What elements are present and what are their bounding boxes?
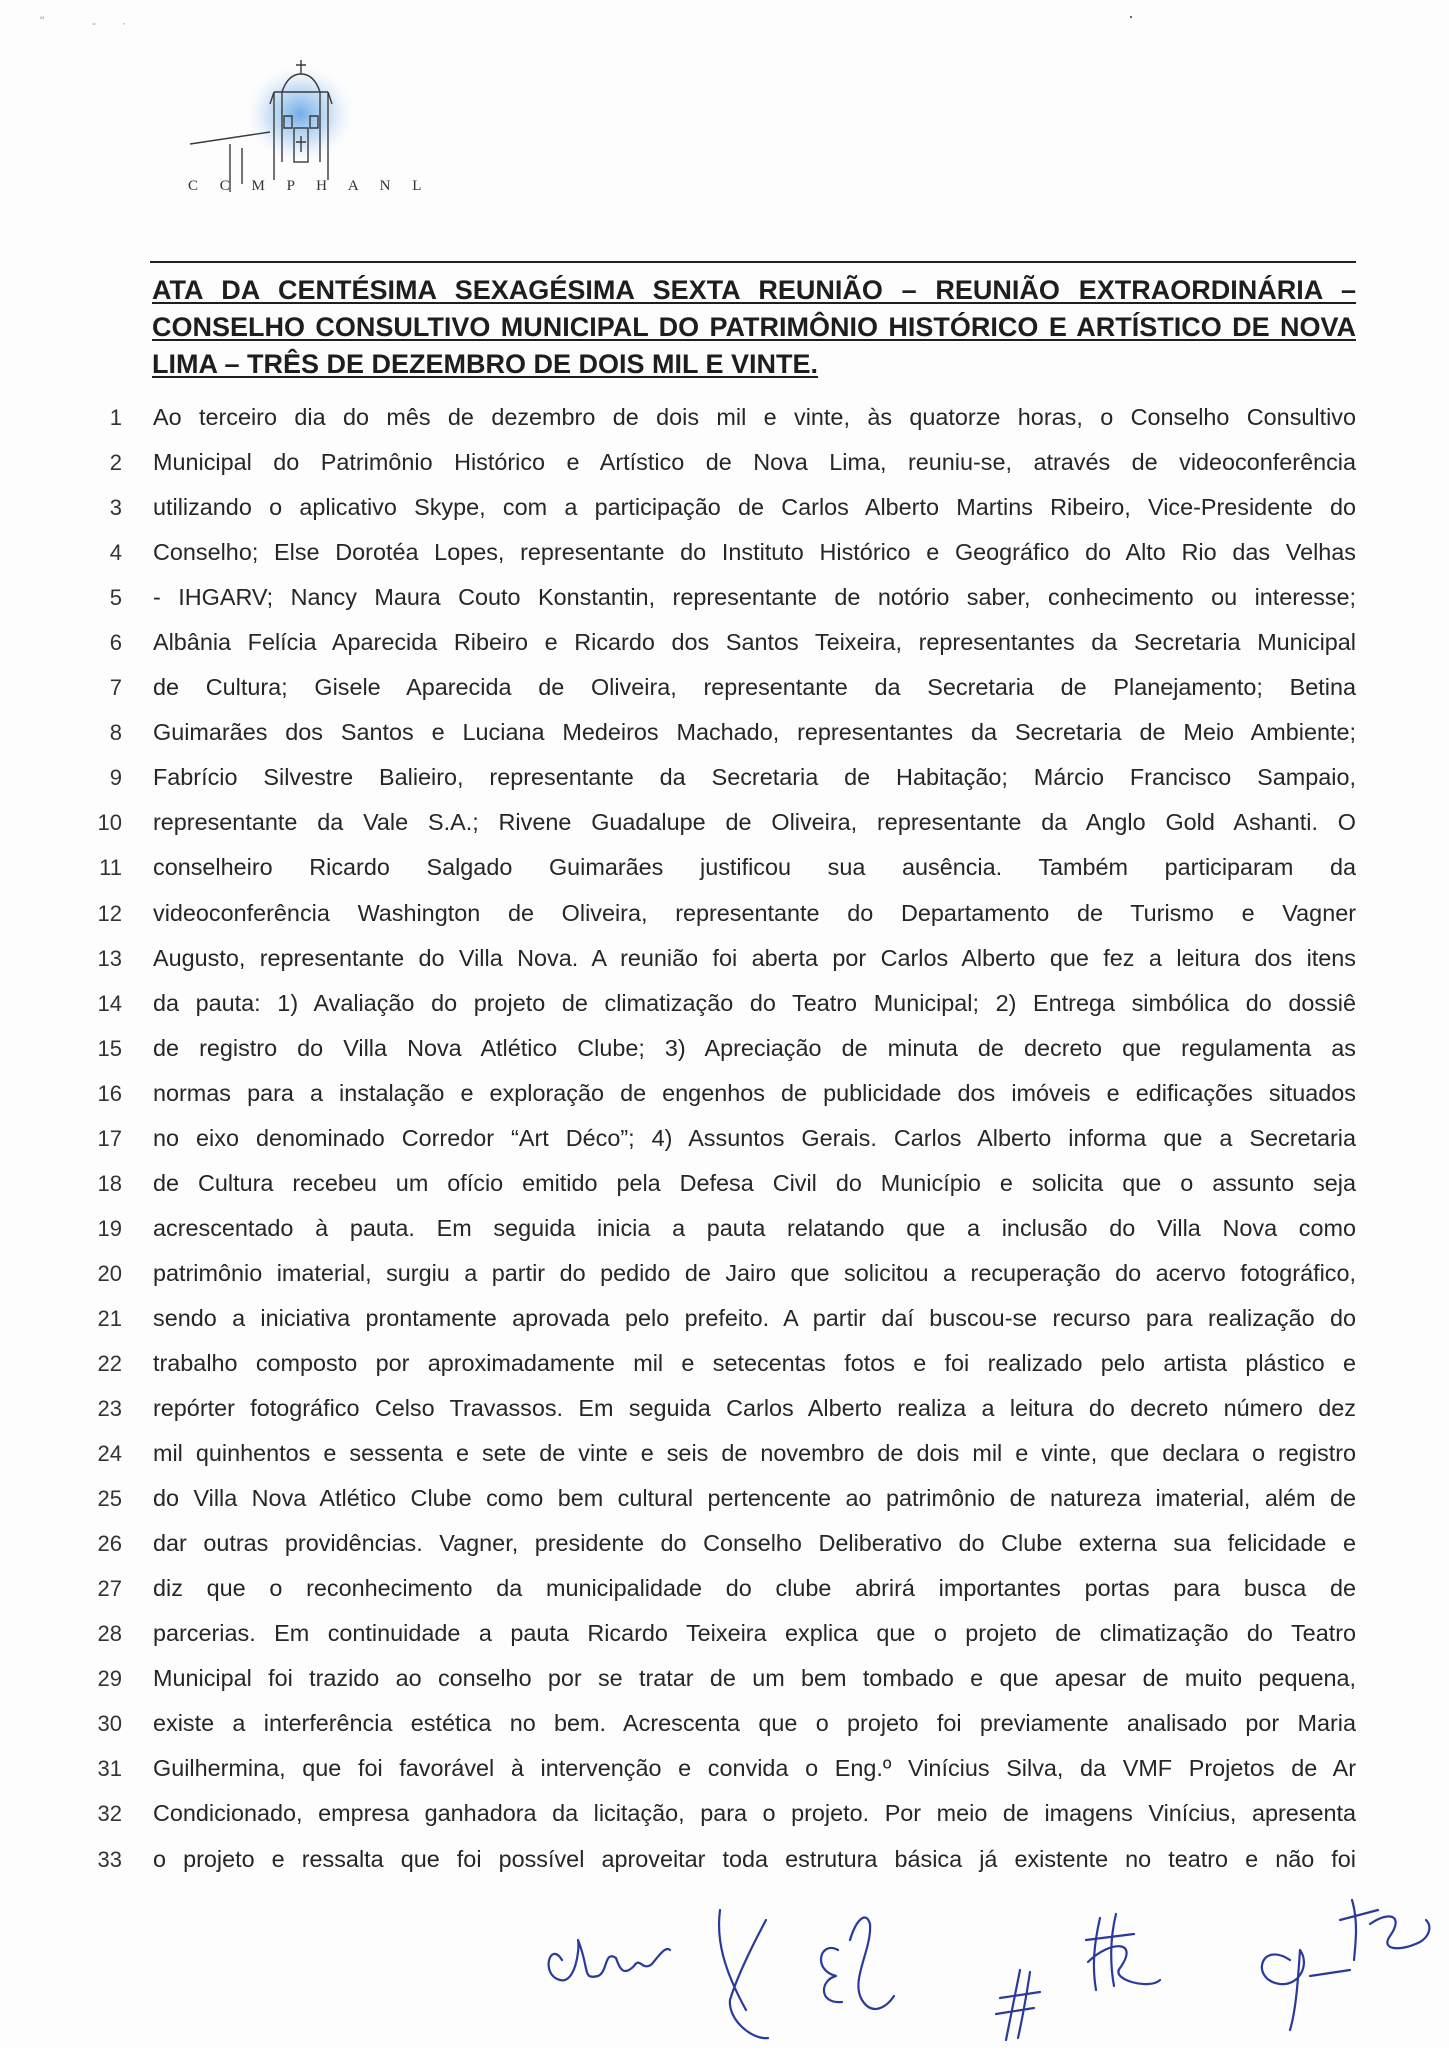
numbered-line [0, 800, 1449, 845]
line-text: de Cultura recebeu um ofício emitido pela Defesa Civil do Município e solicita que o assunto seja [153, 1169, 1356, 1196]
signature-2 [719, 1910, 768, 2038]
numbered-line [0, 891, 1449, 936]
line-number: 21 [97, 1305, 122, 1331]
line-number: 7 [109, 675, 122, 701]
line-text: Municipal foi trazido ao conselho por se tratar de um bem tombado e que apesar de muito pequena, [153, 1665, 1356, 1692]
line-text: da pauta: 1) Avaliação do projeto de climatização do Teatro Municipal; 2) Entrega simbólica do dossiê [153, 989, 1356, 1016]
line-number: 15 [97, 1035, 122, 1061]
line-text: parcerias. Em continuidade a pauta Ricardo Teixeira explica que o projeto de climatização do Teatro [153, 1620, 1356, 1647]
numbered-line [0, 1116, 1449, 1161]
line-number: 24 [97, 1441, 122, 1467]
line-text: - IHGARV; Nancy Maura Couto Konstantin, representante de notório saber, conhecimento ou interesse; [153, 584, 1356, 611]
line-number: 29 [97, 1666, 122, 1692]
numbered-line [0, 665, 1449, 710]
numbered-line [0, 1701, 1449, 1746]
signatures-area [520, 1880, 1449, 2048]
line-text: diz que o reconhecimento da municipalidade do clube abrirá importantes portas para busca de [153, 1575, 1356, 1602]
numbered-line [0, 1431, 1449, 1476]
numbered-line [0, 1341, 1449, 1386]
line-number: 31 [97, 1756, 122, 1782]
line-text: existe a interferência estética no bem. Acrescenta que o projeto foi previamente analisado por Maria [153, 1710, 1356, 1737]
line-text: repórter fotográfico Celso Travassos. Em seguida Carlos Alberto realiza a leitura do decreto número dez [153, 1395, 1356, 1422]
title-line: ATA DA CENTÉSIMA SEXAGÉSIMA SEXTA REUNIÃO – REUNIÃO EXTRAORDINÁRIA – [152, 275, 1356, 305]
line-text: dar outras providências. Vagner, presidente do Conselho Deliberativo do Clube externa sua felicidade e [153, 1530, 1356, 1557]
numbered-line [0, 1296, 1449, 1341]
title-line: CONSELHO CONSULTIVO MUNICIPAL DO PATRIMÔNIO HISTÓRICO E ARTÍSTICO DE NOVA [152, 312, 1356, 342]
numbered-line [0, 845, 1449, 890]
line-text: Ao terceiro dia do mês de dezembro de dois mil e vinte, às quatorze horas, o Conselho Consultivo [153, 404, 1356, 430]
line-text: Guimarães dos Santos e Luciana Medeiros Machado, representantes da Secretaria de Meio Ambiente; [153, 719, 1356, 746]
line-number: 19 [97, 1215, 122, 1241]
line-number: 3 [109, 495, 122, 521]
numbered-line [0, 1521, 1449, 1566]
line-number: 10 [97, 810, 122, 836]
line-number: 17 [97, 1125, 122, 1151]
numbered-line [0, 1026, 1449, 1071]
numbered-line [0, 485, 1449, 530]
numbered-line [0, 1611, 1449, 1656]
handwritten-signatures [520, 1880, 1449, 2048]
numbered-line [0, 755, 1449, 800]
line-number: 12 [97, 900, 122, 926]
line-number: 30 [97, 1711, 122, 1737]
line-text: Municipal do Patrimônio Histórico e Artístico de Nova Lima, reuniu-se, através de videoconferência [153, 449, 1356, 476]
line-text: Fabrício Silvestre Balieiro, representante da Secretaria de Habitação; Márcio Francisco Sampaio, [153, 764, 1356, 791]
line-number: 16 [97, 1080, 122, 1106]
signature-3 [821, 1917, 894, 2008]
line-number: 18 [97, 1170, 122, 1196]
numbered-line [0, 530, 1449, 575]
line-number: 23 [97, 1396, 122, 1422]
numbered-line [0, 981, 1449, 1026]
numbered-line [0, 936, 1449, 981]
signature-5 [1086, 1914, 1160, 1990]
line-number: 6 [109, 630, 122, 656]
numbered-line [0, 1566, 1449, 1611]
line-number: 14 [97, 990, 122, 1016]
line-text: Guilhermina, que foi favorável à intervenção e convida o Eng.º Vinícius Silva, da VMF Projetos de Ar [153, 1755, 1356, 1782]
corner-mark: · [1128, 6, 1134, 26]
numbered-line [0, 1791, 1449, 1836]
line-number: 32 [97, 1801, 122, 1827]
numbered-line [0, 620, 1449, 665]
signature-7 [1340, 1900, 1429, 1960]
line-number: 4 [109, 540, 122, 566]
line-text: videoconferência Washington de Oliveira, representante do Departamento de Turismo e Vagner [153, 899, 1356, 926]
line-text: acrescentado à pauta. Em seguida inicia a pauta relatando que a inclusão do Villa Nova como [153, 1214, 1356, 1241]
line-number: 33 [97, 1846, 122, 1872]
numbered-line [0, 575, 1449, 620]
line-number: 2 [109, 450, 122, 476]
line-text: no eixo denominado Corredor “Art Déco”; 4) Assuntos Gerais. Carlos Alberto informa que a Secretaria [153, 1124, 1356, 1151]
header-rule [150, 261, 1356, 263]
document-title [152, 272, 1356, 383]
line-text: de registro do Villa Nova Atlético Clube; 3) Apreciação de minuta de decreto que regulamenta as [153, 1034, 1356, 1061]
numbered-line [0, 1656, 1449, 1701]
scan-speck: · [122, 16, 126, 30]
line-number: 1 [109, 405, 122, 430]
line-text: Condicionado, empresa ganhadora da licitação, para o projeto. Por meio de imagens Vinícius, apresenta [153, 1800, 1356, 1827]
line-text: patrimônio imaterial, surgiu a partir do pedido de Jairo que solicitou a recuperação do acervo fotográfico, [153, 1259, 1356, 1286]
line-text: normas para a instalação e exploração de engenhos de publicidade dos imóveis e edificações situados [153, 1079, 1356, 1106]
numbered-line [0, 1476, 1449, 1521]
numbered-line [0, 1837, 1449, 1882]
minutes-body [0, 395, 1449, 1882]
line-text: trabalho composto por aproximadamente mil e setecentas fotos e foi realizado pelo artista plástico e [153, 1349, 1356, 1376]
line-text: do Villa Nova Atlético Clube como bem cultural pertencente ao patrimônio de natureza imaterial, além de [153, 1485, 1356, 1512]
line-number: 9 [109, 765, 122, 791]
line-text: o projeto e ressalta que foi possível aproveitar toda estrutura básica já existente no teatro e não foi [153, 1845, 1356, 1872]
scan-speck: - [92, 16, 96, 30]
line-number: 5 [109, 585, 122, 611]
signature-1 [549, 1940, 670, 1980]
logo-acronym: C C M P H A N L [188, 178, 431, 194]
line-text: conselheiro Ricardo Salgado Guimarães justificou sua ausência. Também participaram da [153, 854, 1356, 881]
line-number: 20 [97, 1260, 122, 1286]
line-text: Augusto, representante do Villa Nova. A reunião foi aberta por Carlos Alberto que fez a leitura dos itens [153, 944, 1356, 971]
line-number: 13 [97, 945, 122, 971]
line-number: 27 [97, 1576, 122, 1602]
signature-6 [1262, 1950, 1350, 2030]
line-number: 25 [97, 1486, 122, 1512]
signature-4 [996, 1970, 1040, 2040]
line-number: 8 [109, 720, 122, 746]
numbered-line [0, 1206, 1449, 1251]
numbered-line [0, 1071, 1449, 1116]
numbered-line [0, 440, 1449, 485]
line-text: Albânia Felícia Aparecida Ribeiro e Ricardo dos Santos Teixeira, representantes da Secretaria Municipal [153, 629, 1356, 656]
scan-speck: " [40, 14, 45, 28]
line-text: mil quinhentos e sessenta e sete de vinte e seis de novembro de dois mil e vinte, que declara o registro [153, 1440, 1356, 1467]
numbered-line [0, 1746, 1449, 1791]
line-text: de Cultura; Gisele Aparecida de Oliveira, representante da Secretaria de Planejamento; Betina [153, 674, 1356, 701]
line-text: representante da Vale S.A.; Rivene Guadalupe de Oliveira, representante da Anglo Gold Ashanti. O [153, 809, 1356, 836]
numbered-line [0, 395, 1449, 440]
line-number: 11 [99, 855, 122, 881]
line-text: Conselho; Else Dorotéa Lopes, representante do Instituto Histórico e Geográfico do Alto Rio das Velhas [153, 539, 1356, 566]
line-number: 22 [97, 1350, 122, 1376]
numbered-line [0, 1161, 1449, 1206]
numbered-line [0, 1386, 1449, 1431]
line-text: utilizando o aplicativo Skype, com a participação de Carlos Alberto Martins Ribeiro, Vice-Presidente do [153, 494, 1356, 521]
numbered-line [0, 1251, 1449, 1296]
numbered-line [0, 710, 1449, 755]
line-number: 28 [97, 1621, 122, 1647]
line-text: sendo a iniciativa prontamente aprovada pelo prefeito. A partir daí buscou-se recurso para realização do [153, 1304, 1356, 1331]
title-line: LIMA – TRÊS DE DEZEMBRO DE DOIS MIL E VINTE. [152, 349, 819, 379]
line-number: 26 [97, 1531, 122, 1557]
